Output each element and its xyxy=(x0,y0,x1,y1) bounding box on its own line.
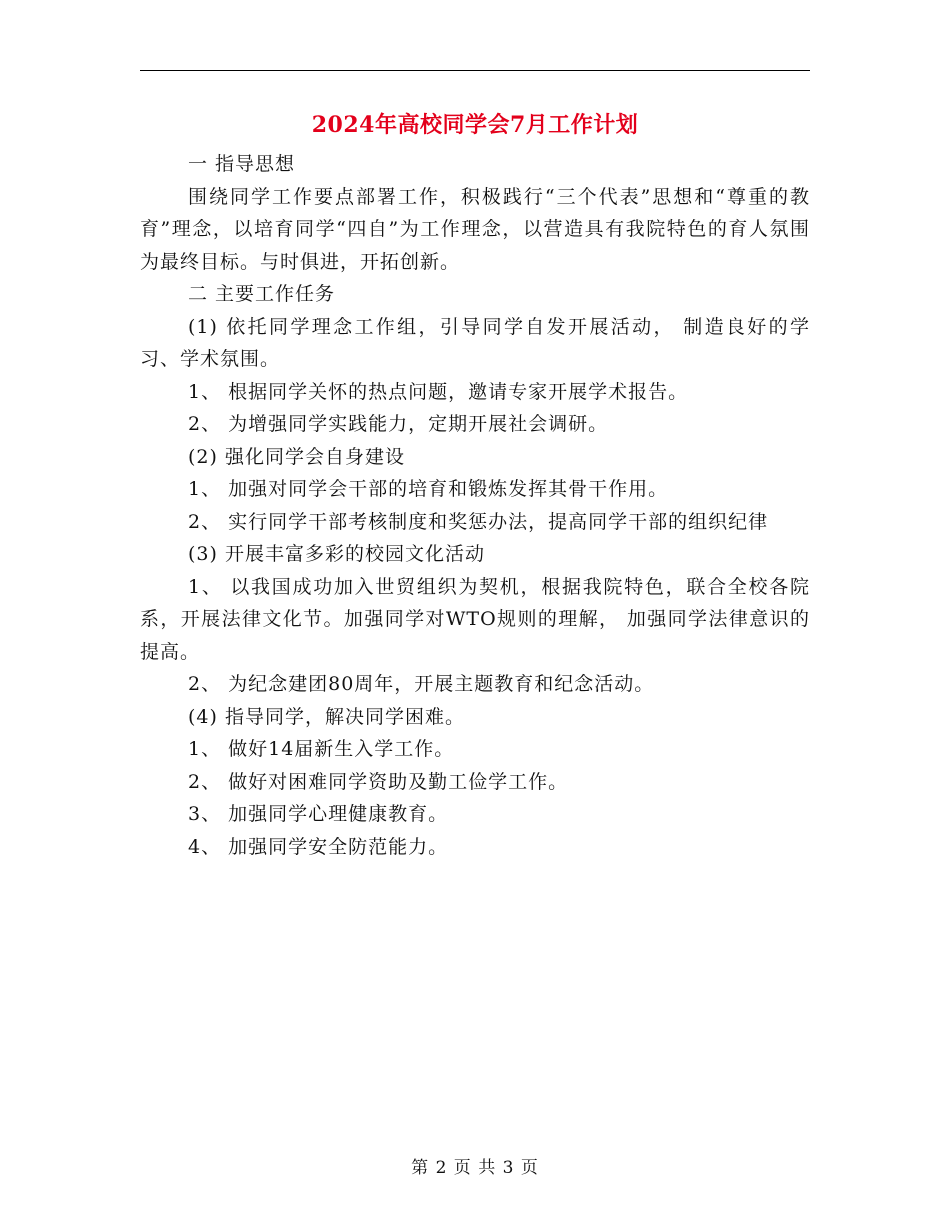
document-title: 2024年高校同学会7月工作计划 xyxy=(311,112,639,138)
task-item: 1、 根据同学关怀的热点问题，邀请专家开展学术报告。 xyxy=(188,380,689,403)
paragraph-guiding-ideology: 围绕同学工作要点部署工作，积极践行“三个代表”思想和“尊重的教育”理念，以培育同学“四自”为工作理念，以营造具有我院特色的育人氛围为最终目标。与时俱进，开拓创新。 xyxy=(140,185,810,273)
task-group-4: (4) 指导同学，解决同学困难。 xyxy=(188,705,465,728)
task-item: 3、 加强同学心理健康教育。 xyxy=(188,803,449,825)
task-item: 4、 加强同学安全防范能力。 xyxy=(188,835,449,858)
document-body xyxy=(140,148,810,863)
task-item: 2、 为增强同学实践能力，定期开展社会调研。 xyxy=(188,413,609,435)
task-group-3: (3) 开展丰富多彩的校园文化活动 xyxy=(188,543,485,565)
task-item: 2、 做好对困难同学资助及勤工俭学工作。 xyxy=(188,770,569,793)
section-heading-guiding-ideology: 一 指导思想 xyxy=(188,153,296,175)
task-item: 1、 做好14届新生入学工作。 xyxy=(188,738,455,760)
task-group-2: (2) 强化同学会自身建设 xyxy=(188,445,405,468)
header-rule xyxy=(140,70,810,71)
page-number-footer: 第 2 页 共 3 页 xyxy=(411,1158,539,1178)
task-group-1: (1) 依托同学理念工作组，引导同学自发开展活动， 制造良好的学习、学术氛围。 xyxy=(140,315,810,370)
section-heading-main-tasks: 二 主要工作任务 xyxy=(188,283,336,305)
task-item: 1、 以我国成功加入世贸组织为契机，根据我院特色，联合全校各院系，开展法律文化节。加强同学对WTO规则的理解， 加强同学法律意识的提高。 xyxy=(140,575,810,663)
task-item: 2、 实行同学干部考核制度和奖惩办法，提高同学干部的组织纪律 xyxy=(188,510,769,533)
task-item: 1、 加强对同学会干部的培育和锻炼发挥其骨干作用。 xyxy=(188,478,669,500)
task-item: 2、 为纪念建团80周年，开展主题教育和纪念活动。 xyxy=(188,673,655,695)
